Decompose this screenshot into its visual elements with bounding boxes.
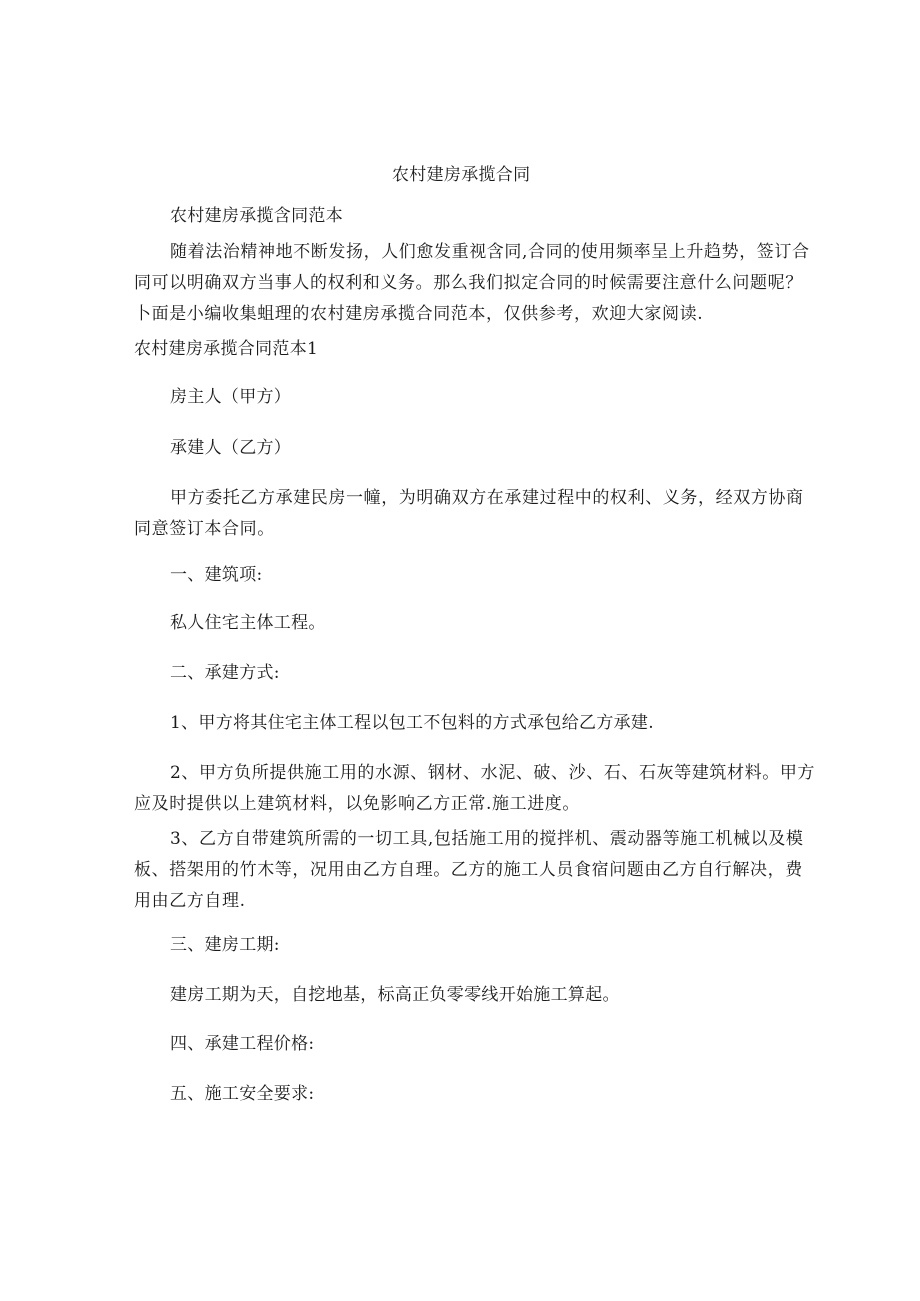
clause-line: 2、甲方负所提供施工用的水源、钢材、水泥、破、沙、石、石灰等建筑材料。甲方 [170,763,816,783]
clause-4-heading: 四、承建工程价格: [170,1034,315,1054]
clause-5-heading: 五、施工安全要求: [170,1084,315,1104]
party-a-label: 房主人（甲方） [170,387,292,407]
clause-line: 3、乙方自带建筑所需的一切工具,包括施工用的搅拌机、震动器等施工机械以及模 [170,829,804,849]
document-subtitle: 农村建房承揽含同范本 [170,206,343,226]
clause-2-item-1: 1、甲方将其住宅主体工程以包工不包料的方式承包给乙方承建. [170,713,654,733]
intro-line: 同可以明确双方当事人的权利和义务。那么我们拟定合同的时候需要注意什么问题呢？ [134,273,803,293]
clause-line: 应及时提供以上建筑材料，以免影响乙方正常.施工进度。 [134,794,581,814]
section-heading: 农村建房承揽合同范本1 [134,339,319,359]
intro-paragraph [134,237,810,330]
preamble-line: 甲方委托乙方承建民房一幢，为明确双方在承建过程中的权利、义务，经双方协商 [170,488,804,508]
preamble-line: 同意签订本合同。 [134,519,275,539]
clause-2-item-2 [134,758,816,820]
intro-line: 卜面是小编收集蛆理的农村建房承揽合同范本，仅供参考，欢迎大家阅读. [134,304,704,324]
party-b-label: 承建人（乙方） [170,438,292,458]
clause-1-body: 私人住宅主体工程。 [170,613,326,633]
clause-line: 板、搭架用的竹木等，况用由乙方自理。乙方的施工人员食宿问题由乙方自行解决，费 [134,860,803,880]
clause-3-body: 建房工期为天，自挖地基，标高正负零零线开始施工算起。 [170,985,620,1005]
clause-line: 用由乙方自理. [134,891,246,911]
document-title: 农村建房承揽合同 [392,165,531,185]
clause-2-item-3 [134,824,804,917]
preamble-paragraph [134,483,804,545]
clause-2-heading: 二、承建方式: [170,663,280,683]
intro-line: 随着法治精神地不断发扬，人们愈发重视含同,合同的使用频率呈上升趋势，签订合 [170,242,810,262]
clause-3-heading: 三、建房工期: [170,935,280,955]
clause-1-heading: 一、建筑项: [170,565,263,585]
